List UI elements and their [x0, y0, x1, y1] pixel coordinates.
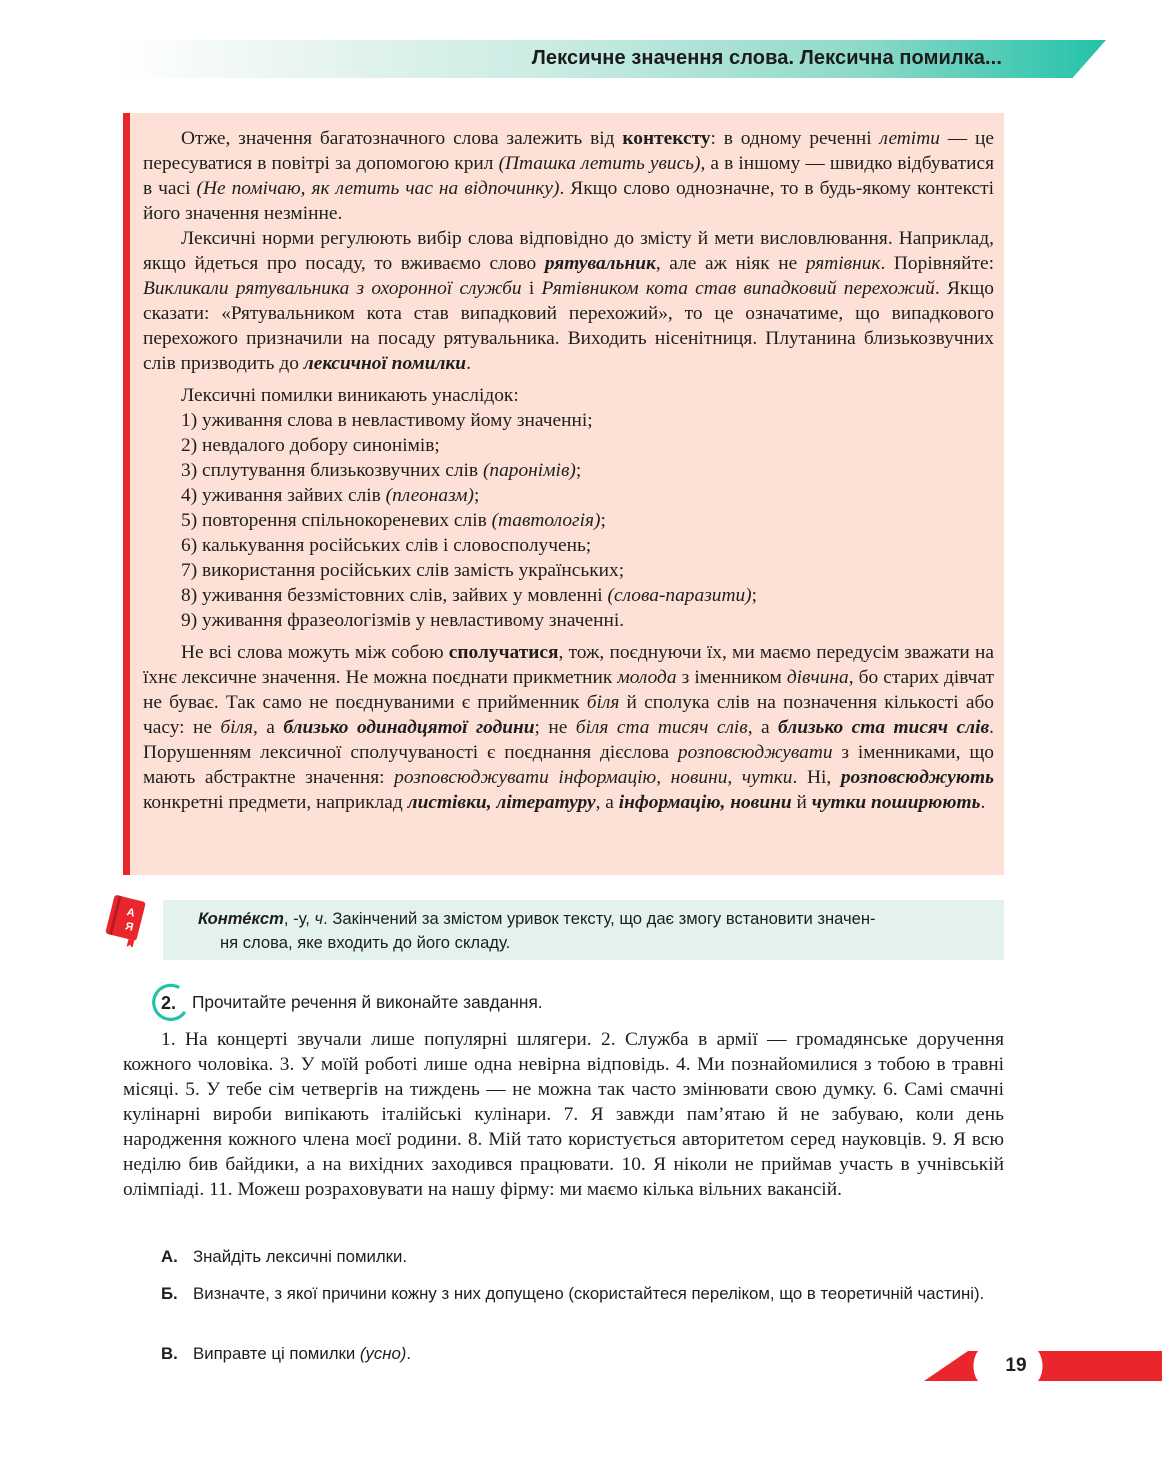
list-item: [181, 558, 994, 583]
emphasis-run: (слова-паразити): [607, 585, 752, 606]
text-run: , а: [747, 717, 779, 738]
text-run: з іменниками, що мають абстрактне значення:: [143, 742, 994, 788]
text-run: ;: [600, 510, 606, 531]
task-text: [193, 1245, 1001, 1268]
text-run: , бо старих дівчат не буває. Так само не поєднуваними є прийменник: [143, 667, 994, 713]
list-item: [181, 583, 994, 608]
theory-paragraph-4: [143, 640, 994, 815]
text-run: з іменником: [676, 667, 787, 688]
emphasis-run: біля: [586, 692, 620, 713]
text-run: Отже, значення багатозначного слова залежить від: [181, 128, 623, 149]
emphasis-run: дівчина: [786, 667, 849, 688]
task-letter: А.: [161, 1247, 178, 1266]
dict-definition-line1: . Закінчений за змістом уривок тексту, що дає змогу встановити значен-: [323, 909, 876, 928]
emphasis-run: (тавтологія): [491, 510, 601, 531]
emphasis-run: (Пташка летить увись): [498, 153, 701, 174]
lexical-errors-list: [143, 408, 994, 633]
text-run: 9) уживання фразеологізмів у невластивому значенні.: [181, 610, 625, 631]
task-letter: В.: [161, 1344, 178, 1363]
dict-gender: ч: [314, 909, 324, 928]
emphasis-run: (плеоназм): [385, 485, 475, 506]
exercise-number: 2.: [161, 993, 177, 1013]
text-run: .: [466, 353, 471, 374]
text-run: .: [406, 1344, 412, 1363]
text-run: Виправте ці помилки: [193, 1344, 360, 1363]
task-v: [161, 1342, 1001, 1365]
text-run: , але аж ніяк не: [655, 253, 806, 274]
text-run: 7) використання російських слів замість українських;: [181, 560, 625, 581]
emphasis-run: (Не помічаю, як летить час на відпочинку): [196, 178, 560, 199]
text-run: , а: [253, 717, 284, 738]
dictionary-note: [163, 900, 1004, 960]
text-run: Визначте, з якої причини кожну з них допущено (скористайтеся переліком, що в теоретичній частині).: [193, 1284, 985, 1303]
emphasis-run: листівки, літературу: [407, 792, 596, 813]
theory-paragraph-2: [143, 226, 994, 376]
exercise-sentences: 1. На концерті звучали лише популярні шлягери. 2. Служба в армії — громадянське доручення кожного чоловіка. 3. У моїй роботі лише одна невірна відповідь. 4. Ми познайомилися з тобою в травні місяці. 5. У тебе сім четвергів на тиждень — не можна так часто змінювати свою думку. 6. Самі смачні кулінарні вироби випікають італійські кулінари. 7. Я завжди пам’ятаю й не забуваю, коли день народження кожного члена моєї родини. 8. Мій тато користується авторитетом серед науковців. 9. Я всю неділю бив байдики, а на вихідних заходився працювати. 10. Я ніколи не приймав участь в учнівській олімпіаді. 11. Можеш розраховувати на нашу фірму: ми маємо кілька вільних вакансій.: [123, 1029, 1004, 1200]
text-run: 2) невдалого добору синонімів;: [181, 435, 440, 456]
emphasis-run: близько ста тисяч слів: [778, 717, 990, 738]
emphasis-run: розповсюджувати: [677, 742, 833, 763]
dict-icon-letter-a: А: [125, 906, 137, 920]
text-run: конкретні предмети, наприклад: [143, 792, 408, 813]
text-run: . Порівняйте:: [880, 253, 994, 274]
text-run: , тож, поєднуючи їх, ми маємо передусім зважати на їхнє лексичне значення. Не можна поєднати прикметник: [143, 642, 994, 688]
emphasis-run: рятувальник: [544, 253, 656, 274]
list-item: [181, 408, 994, 433]
task-text: [193, 1282, 1001, 1305]
text-run: , а: [595, 792, 619, 813]
page-number-tab: [920, 1349, 1162, 1383]
text-run: ;: [751, 585, 758, 606]
emphasis-run: летіти: [879, 128, 940, 149]
text-run: ;: [474, 485, 480, 506]
dict-icon-letter-ya: Я: [124, 920, 135, 934]
text-run: 3) сплутування близькозвучних слів: [181, 460, 483, 481]
text-run: — це пересуватися в повітрі за допомогою крил: [143, 128, 994, 174]
emphasis-run: розповсюджувати інформацію, новини, чутки: [394, 767, 793, 788]
text-run: , а в іншому — швидко відбуватися в часі: [143, 153, 995, 199]
theory-box: [123, 113, 1004, 875]
emphasis-run: контексту: [622, 128, 711, 149]
text-run: і: [521, 278, 542, 299]
emphasis-run: (паронімів): [482, 460, 576, 481]
task-a: [161, 1245, 1001, 1268]
emphasis-run: Викликали рятувальника з охоронної служби: [143, 278, 522, 299]
list-item: [181, 433, 994, 458]
text-run: : в одному реченні: [710, 128, 880, 149]
emphasis-run: чутки поширюють: [811, 792, 981, 813]
list-item: [181, 508, 994, 533]
text-run: ; не: [534, 717, 576, 738]
exercise-instruction: Прочитайте речення й виконайте завдання.: [192, 992, 543, 1012]
text-run: й сполука слів на позначення кількості або часу: не: [143, 692, 995, 738]
list-item: [181, 533, 994, 558]
emphasis-run: біля: [220, 717, 254, 738]
page-number: 19: [1005, 1355, 1027, 1376]
list-item: [181, 483, 994, 508]
dict-definition-line2: ня слова, яке входить до його складу.: [220, 932, 511, 952]
emphasis-run: лексичної помилки: [303, 353, 467, 374]
dict-grammar: , -у,: [283, 909, 315, 928]
text-run: . Ні,: [792, 767, 841, 788]
text-run: 8) уживання беззмістовних слів, зайвих у мовленні: [181, 585, 608, 606]
dictionary-book-icon: [103, 893, 149, 947]
emphasis-run: молода: [617, 667, 677, 688]
text-run: ;: [575, 460, 582, 481]
theory-paragraph-1: [143, 126, 994, 226]
dict-term: Конте́кст: [198, 909, 284, 928]
emphasis-run: рятівник: [805, 253, 881, 274]
list-item: [181, 608, 994, 633]
text-run: 4) уживання зайвих слів: [181, 485, 386, 506]
text-run: Знайдіть лексичні помилки.: [193, 1247, 408, 1266]
emphasis-run: інформацію, новини: [618, 792, 792, 813]
running-header-title: Лексичне значення слова. Лексична помилка...: [531, 47, 1002, 69]
theory-paragraph-3: Лексичні помилки виникають унаслідок:: [181, 385, 519, 406]
emphasis-run: Рятівником кота став випадковий перехожий: [541, 278, 935, 299]
task-letter: Б.: [161, 1284, 178, 1303]
text-run: . Якщо сказати: «Рятувальником кота став випадковий перехожий», то це означатиме, що випадкового перехожого призначили на посаду рятувальника. Виходить нісенітниця. Плутанина близькозвучних слів призводить до: [143, 278, 994, 374]
list-item: [181, 458, 994, 483]
text-run: . Порушенням лексичної сполучуваності є поєднання дієслова: [143, 717, 994, 763]
emphasis-run: розповсюджують: [840, 767, 994, 788]
text-run: 5) повторення спільнокореневих слів: [181, 510, 492, 531]
text-run: й: [791, 792, 812, 813]
task-b: [161, 1282, 1001, 1305]
emphasis-run: біля ста тисяч слів: [575, 717, 748, 738]
emphasis-run: близько одинадцятої години: [283, 717, 535, 738]
emphasis-run: (усно): [359, 1344, 407, 1363]
text-run: .: [980, 792, 986, 813]
text-run: Не всі слова можуть між собою: [181, 642, 449, 663]
task-text: [193, 1342, 1001, 1365]
text-run: 6) калькування російських слів і словосполучень;: [181, 535, 592, 556]
text-run: Лексичні норми регулюють вибір слова відповідно до змісту й мети висловлювання. Наприклад, якщо йдеться про посаду, то вживаємо слово: [143, 228, 994, 274]
text-run: 1) уживання слова в невластивому йому значенні;: [181, 410, 593, 431]
emphasis-run: сполучатися: [448, 642, 559, 663]
text-run: . Якщо слово однозначне, то в будь-якому контексті його значення незмінне.: [143, 178, 994, 224]
